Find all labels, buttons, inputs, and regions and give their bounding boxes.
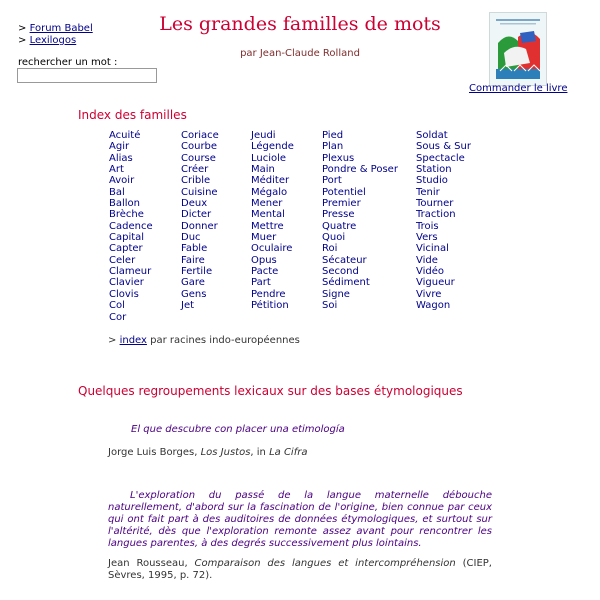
family-link[interactable]: Avoir — [109, 175, 135, 187]
family-link[interactable]: Celer — [109, 254, 136, 266]
regroupements-title: Quelques regroupements lexicaux sur des bases étymologiques — [78, 384, 463, 398]
family-link[interactable]: Pacte — [251, 266, 279, 278]
family-link[interactable]: Jeudi — [251, 130, 276, 141]
family-link[interactable]: Plan — [322, 141, 344, 153]
family-link[interactable]: Faire — [181, 254, 205, 266]
family-link[interactable]: Jet — [181, 300, 195, 312]
family-link[interactable]: Pondre & Poser — [322, 164, 398, 176]
family-link[interactable]: Main — [251, 164, 275, 176]
nav-item-lexilogos — [18, 35, 93, 47]
index-column-3 — [251, 130, 294, 312]
family-link[interactable]: Cor — [109, 311, 127, 323]
family-link[interactable]: Roi — [322, 243, 338, 255]
family-link[interactable]: Vidéo — [416, 266, 445, 278]
page-title: Les grandes familles de mots — [159, 13, 441, 35]
family-link[interactable]: Wagon — [416, 300, 451, 312]
family-link[interactable]: Quatre — [322, 220, 357, 232]
rousseau-quote: L'exploration du passé de la langue maternelle débouche naturellement, d'abord sur la fascination de l'origine, bien connue par ceux qui ont fait part à des auditoires de données étymologiques, et surtout sur l'altérité, dès que l'exploration remonte assez avant pour rencontrer les langues parentes, à des degrés successivement plus lointains. — [108, 490, 492, 549]
family-link[interactable]: Légende — [251, 141, 294, 153]
borges-quote: El que descubre con placer una etimología — [131, 424, 345, 435]
family-link[interactable]: Cadence — [109, 220, 153, 232]
family-link[interactable]: Port — [322, 175, 342, 187]
family-link[interactable]: Quoi — [322, 232, 346, 244]
family-link[interactable]: Opus — [251, 254, 277, 266]
family-link[interactable]: Tenir — [416, 186, 440, 198]
family-link[interactable]: Bal — [109, 186, 125, 198]
book-cover-image[interactable] — [489, 12, 547, 86]
indo-european-index-line — [108, 335, 300, 346]
family-link[interactable]: Luciole — [251, 152, 287, 164]
family-link[interactable]: Agir — [109, 141, 130, 153]
search-label: rechercher un mot : — [18, 57, 118, 68]
index-column-1 — [109, 130, 153, 323]
family-link[interactable]: Fable — [181, 243, 208, 255]
family-link[interactable]: Mener — [251, 198, 283, 210]
family-link[interactable]: Potentiel — [322, 186, 366, 198]
family-link[interactable]: Sous & Sur — [416, 141, 471, 153]
index-column-2 — [181, 130, 219, 312]
family-link[interactable]: Ballon — [109, 198, 141, 210]
family-link[interactable]: Cuisine — [181, 186, 218, 198]
family-link[interactable]: Soldat — [416, 130, 448, 141]
family-link[interactable]: Alias — [109, 152, 133, 164]
family-link[interactable]: Gens — [181, 288, 207, 300]
family-link[interactable]: Pendre — [251, 288, 286, 300]
family-link[interactable]: Deux — [181, 198, 208, 210]
family-link[interactable]: Mettre — [251, 220, 284, 232]
family-link[interactable]: Capital — [109, 232, 145, 244]
family-link[interactable]: Tourner — [416, 198, 454, 210]
family-link[interactable]: Brèche — [109, 209, 144, 221]
forum-babel-link[interactable]: Forum Babel — [29, 23, 93, 34]
family-link[interactable]: Art — [109, 164, 124, 176]
family-link[interactable]: Presse — [322, 209, 355, 221]
family-link[interactable]: Gare — [181, 277, 205, 289]
family-link[interactable]: Clovis — [109, 288, 139, 300]
family-link[interactable]: Vivre — [416, 288, 442, 300]
family-link[interactable]: Donner — [181, 220, 218, 232]
family-link[interactable]: Dicter — [181, 209, 212, 221]
family-link[interactable]: Trois — [416, 220, 439, 232]
search-input[interactable] — [17, 68, 157, 83]
rousseau-citation: Jean Rousseau, Comparaison des langues et intercompréhension (CIEP, Sèvres, 1995, p. 72). — [108, 558, 492, 581]
family-link[interactable]: Méditer — [251, 175, 290, 187]
family-link[interactable]: Course — [181, 152, 216, 164]
nav-arrow: > — [18, 23, 27, 34]
family-link[interactable]: Traction — [416, 209, 456, 221]
family-link[interactable]: Mégalo — [251, 186, 288, 198]
family-link[interactable]: Pétition — [251, 300, 289, 312]
family-link[interactable]: Plexus — [322, 152, 355, 164]
family-link[interactable]: Clameur — [109, 266, 152, 278]
family-link[interactable]: Premier — [322, 198, 361, 210]
page-author: par Jean-Claude Rolland — [240, 48, 360, 59]
family-link[interactable]: Oculaire — [251, 243, 293, 255]
family-link[interactable]: Acuité — [109, 130, 141, 141]
family-link[interactable]: Part — [251, 277, 271, 289]
indo-european-index-text: par racines indo-européennes — [150, 335, 300, 346]
family-link[interactable]: Muer — [251, 232, 277, 244]
family-link[interactable]: Station — [416, 164, 452, 176]
indo-european-index-link[interactable]: index — [119, 335, 147, 346]
family-link[interactable]: Pied — [322, 130, 344, 141]
family-link[interactable]: Col — [109, 300, 125, 312]
family-link[interactable]: Crible — [181, 175, 211, 187]
family-link[interactable]: Signe — [322, 288, 350, 300]
family-link[interactable]: Coriace — [181, 130, 219, 141]
family-link[interactable]: Second — [322, 266, 359, 278]
family-link[interactable]: Fertile — [181, 266, 213, 278]
family-link[interactable]: Duc — [181, 232, 201, 244]
family-link[interactable]: Courbe — [181, 141, 218, 153]
index-column-4 — [322, 130, 398, 312]
family-link[interactable]: Sécateur — [322, 254, 367, 266]
order-book-link[interactable]: Commander le livre — [469, 83, 568, 94]
family-link[interactable]: Soi — [322, 300, 338, 312]
book-cover-illustration — [490, 13, 546, 85]
lexilogos-link[interactable]: Lexilogos — [29, 35, 77, 46]
family-link[interactable]: Mental — [251, 209, 285, 221]
family-link[interactable]: Spectacle — [416, 152, 465, 164]
family-link[interactable]: Capter — [109, 243, 143, 255]
family-link[interactable]: Clavier — [109, 277, 144, 289]
family-link[interactable]: Studio — [416, 175, 448, 187]
borges-citation: Jorge Luis Borges, Los Justos, in La Cifra — [108, 447, 308, 458]
family-link[interactable]: Vide — [416, 254, 438, 266]
nav-arrow: > — [18, 35, 27, 46]
index-section-title: Index des familles — [78, 108, 187, 122]
family-link[interactable]: Vicinal — [416, 243, 449, 255]
family-link[interactable]: Sédiment — [322, 277, 370, 289]
family-link[interactable]: Vigueur — [416, 277, 455, 289]
family-link[interactable]: Créer — [181, 164, 209, 176]
index-column-5 — [416, 130, 471, 312]
nav-arrow: > — [108, 335, 117, 346]
family-link[interactable]: Vers — [416, 232, 438, 244]
